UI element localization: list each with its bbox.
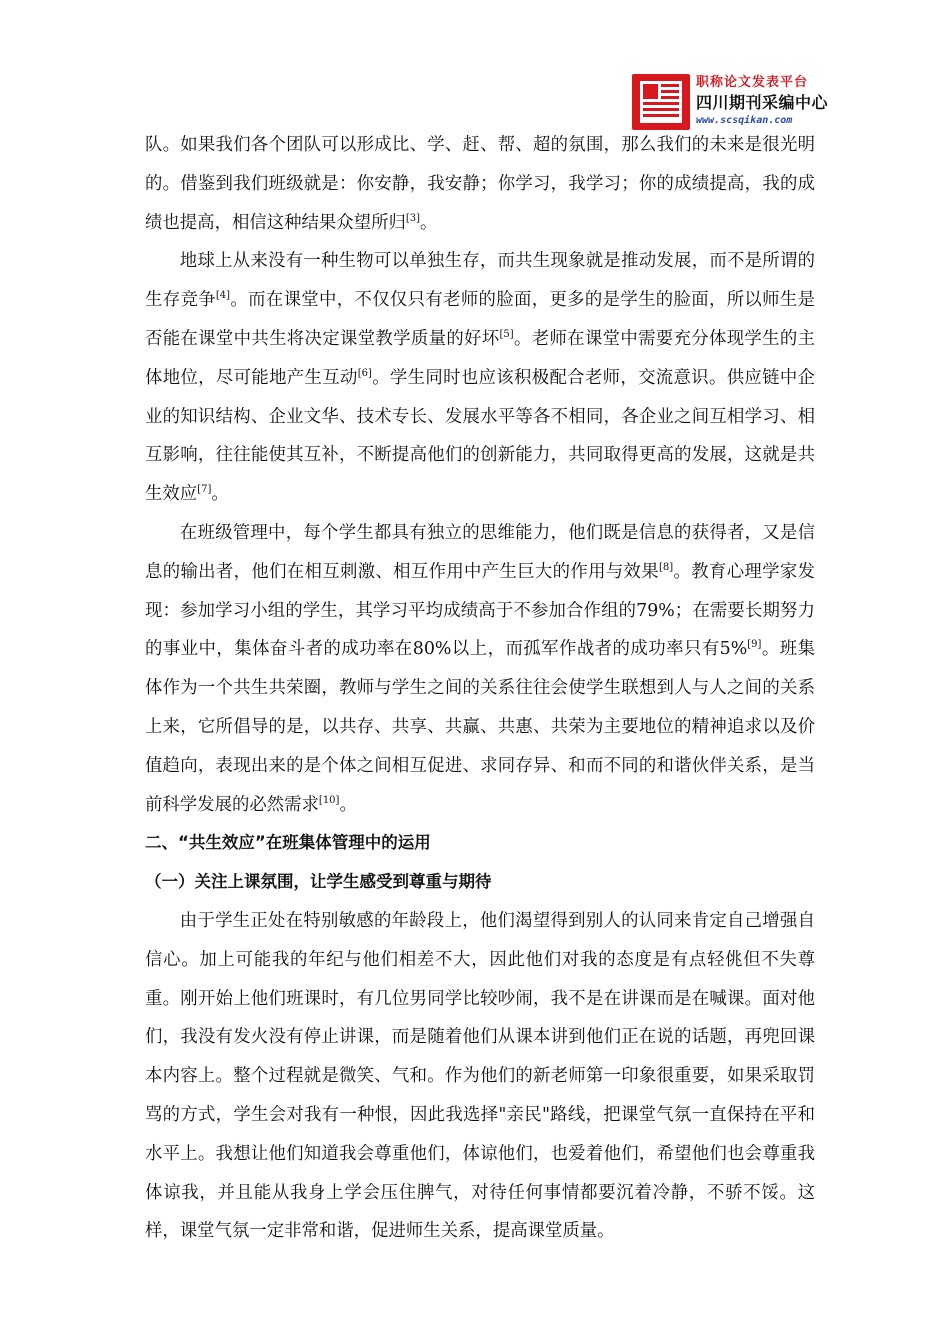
newspaper-icon <box>632 74 690 130</box>
logo-tagline: 职称论文发表平台 <box>696 75 809 90</box>
paragraph-text: 。 <box>211 484 229 505</box>
citation-ref: [9] <box>747 639 762 651</box>
paragraph-text: 。而在课堂中，不仅仅只有老师的脸面，更多的是学生的脸面，所以师生是否能在课堂中共生将决定课堂教学质量的好坏 <box>145 290 815 349</box>
paragraph-text: 地球上从来没有一种生物可以单独生存，而共生现象就是推动发展，而不是所谓的生存竞争 <box>145 251 815 311</box>
subsection-heading: （一）关注上课氛围，让学生感受到尊重与期待 <box>145 872 492 892</box>
paragraph-text: 。 <box>420 212 438 233</box>
paragraph-text: 在班级管理中，每个学生都具有独立的思维能力，他们既是信息的获得者，又是信息的输出者，他们在相互刺激、相互作用中产生巨大的作用与效果 <box>145 522 815 582</box>
paragraph-3 <box>145 514 815 824</box>
paragraph-text: 。 <box>339 794 357 815</box>
citation-ref: [5] <box>499 328 514 340</box>
section-heading: 二、“共生效应”在班集体管理中的运用 <box>145 833 431 853</box>
paragraph-text: 。教育心理学家发现：参加学习小组的学生，其学习平均成绩高于不参加合作组的79%；在需要长期努力的事业中，集体奋斗者的成功率在80%以上，而孤军作战者的成功率只有5% <box>145 561 815 660</box>
publisher-logo <box>632 74 832 132</box>
paragraph-text: 。班集体作为一个共生共荣圈，教师与学生之间的关系往往会使学生联想到人与人之间的关系上来，它所倡导的是，以共存、共享、共赢、共惠、共荣为主要地位的精神追求以及价值趋向，表现出来的是个体之间相互促进、求同存异、和而不同的和谐伙伴关系，是当前科学发展的必然需求 <box>145 639 815 815</box>
citation-ref: [6] <box>357 367 372 379</box>
paragraph-text: 由于学生正处在特别敏感的年龄段上，他们渴望得到别人的认同来肯定自己增强自信心。加上可能我的年纪与他们相差不大，因此他们对我的态度是有点轻佻但不失尊重。刚开始上他们班课时，有几位男同学比较吵闹，我不是在讲课而是在喊课。面对他们，我没有发火没有停止讲课，而是随着他们从课本讲到他们正在说的话题，再兜回课本内容上。整个过程就是微笑、气和。作为他们的新老师第一印象很重要，如果采取罚骂的方式，学生会对我有一种恨，因此我选择"亲民"路线，把课堂气氛一直保持在平和水平上。我想让他们知道我会尊重他们，体谅他们，也爱着他们，希望他们也会尊重我体谅我，并且能从我身上学会压住脾气，对待任何事情都要沉着冷静，不骄不馁。这样，课堂气氛一定非常和谐，促进师生关系，提高课堂质量。 <box>145 910 815 1242</box>
paragraph-1 <box>145 126 815 242</box>
citation-ref: [8] <box>659 561 674 573</box>
paragraph-text: 。老师在课堂中需要充分体现学生的主体地位，尽可能地产生互动 <box>145 328 815 388</box>
paragraph-2 <box>145 242 815 514</box>
citation-ref: [3] <box>405 212 421 224</box>
paragraph-4 <box>145 902 815 1251</box>
citation-ref: [7] <box>197 484 212 496</box>
logo-name: 四川期刊采编中心 <box>696 93 829 112</box>
article-body <box>145 126 815 1251</box>
citation-ref: [10] <box>318 794 340 806</box>
paragraph-text: 队。如果我们各个团队可以形成比、学、赶、帮、超的氛围，那么我们的未来是很光明的。借鉴到我们班级就是：你安静，我安静；你学习，我学习；你的成绩提高，我的成绩也提高，相信这种结果众望所归 <box>145 135 815 233</box>
paragraph-text: 。学生同时也应该积极配合老师，交流意识。供应链中企业的知识结构、企业文华、技术专长、发展水平等各不相同，各企业之间互相学习、相互影响，往往能使其互补，不断提高他们的创新能力，共同取得更高的发展，这就是共生效应 <box>145 367 815 505</box>
logo-url: www.scsqikan.com <box>696 115 793 126</box>
citation-ref: [4] <box>215 290 231 302</box>
